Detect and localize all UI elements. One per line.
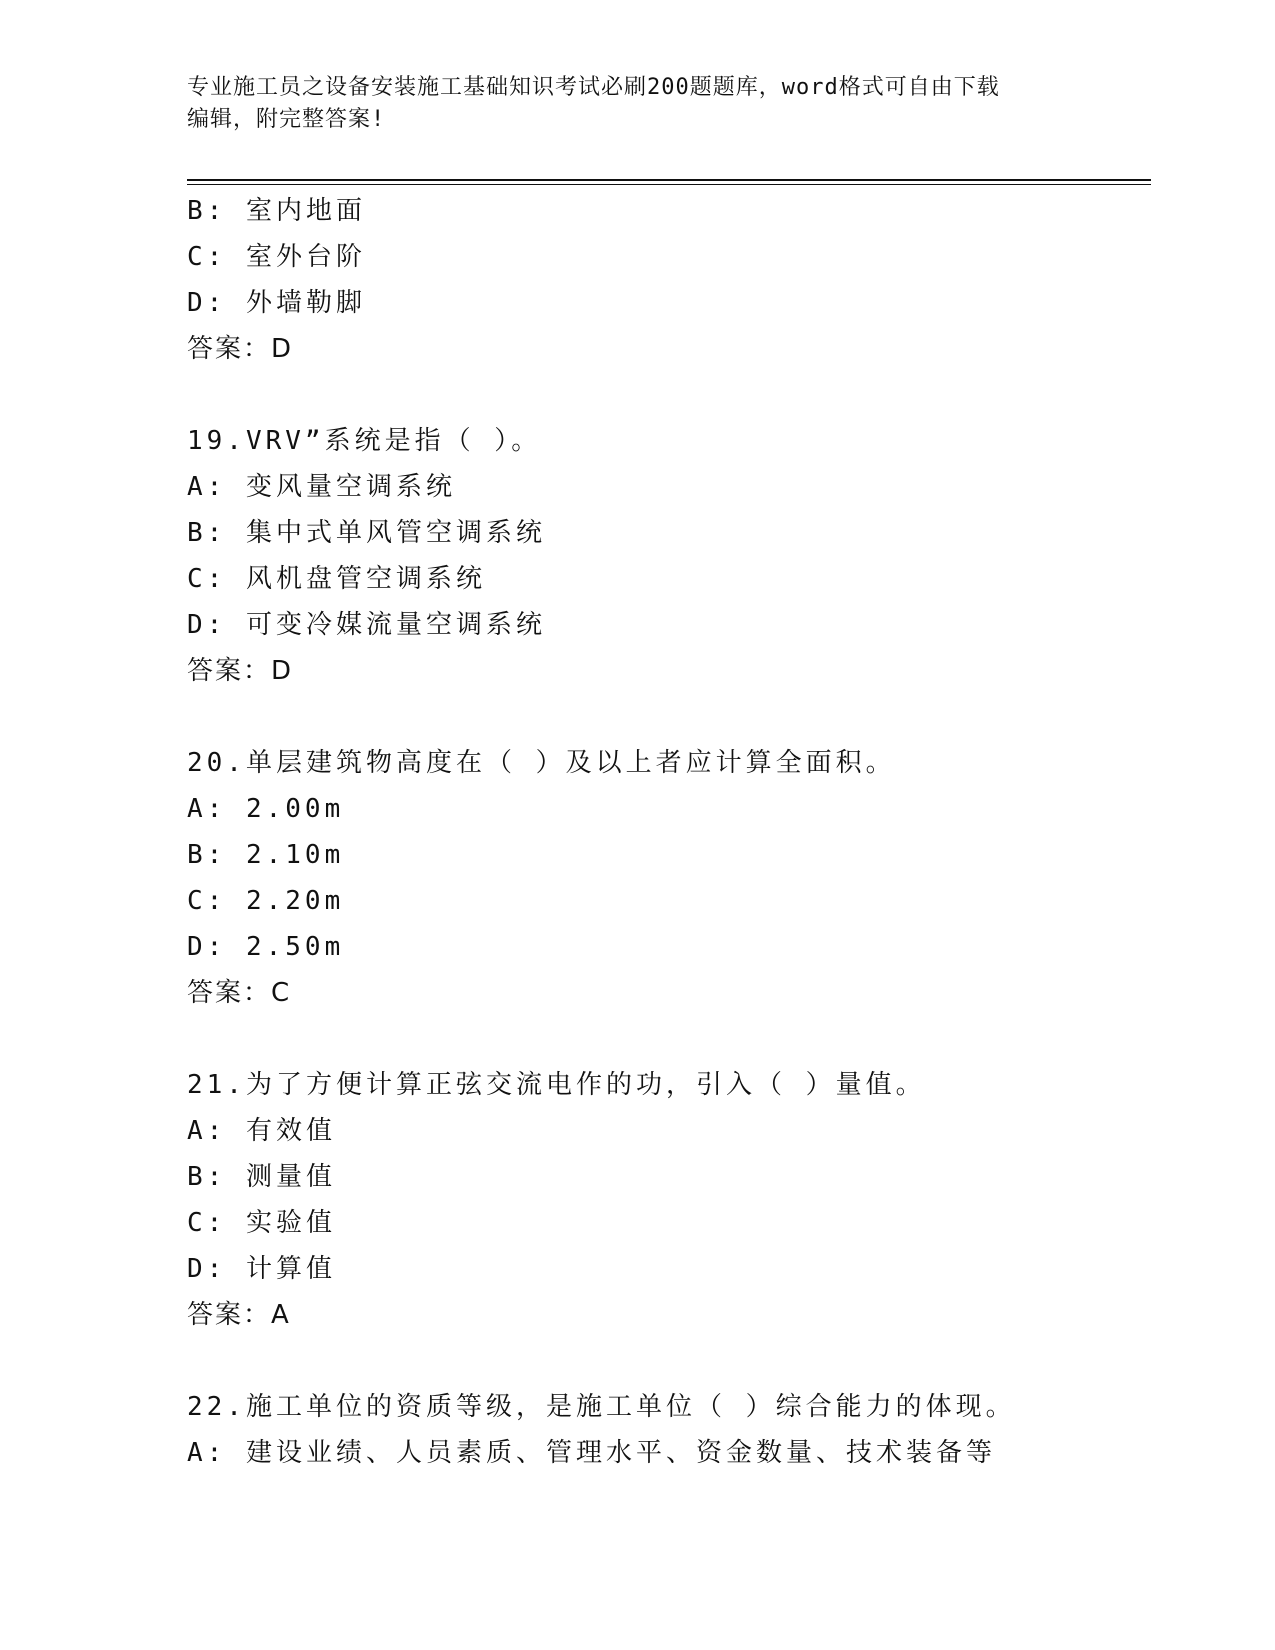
option-b: B: 测量值 (187, 1162, 336, 1192)
question-spacer (187, 372, 1151, 418)
document-header (187, 72, 1067, 136)
option-b: B: 室内地面 (187, 196, 366, 226)
option-c: C: 2.20m (187, 886, 345, 916)
option-d: D: 2.50m (187, 932, 345, 962)
question-20 (187, 740, 1151, 1016)
answer-line: 答案：C (187, 978, 292, 1008)
option-c: C: 实验值 (187, 1208, 336, 1238)
option-c: C: 风机盘管空调系统 (187, 564, 486, 594)
question-18-continued (187, 188, 1151, 372)
question-list (187, 188, 1151, 1476)
question-text: 22.施工单位的资质等级，是施工单位（ ）综合能力的体现。 (187, 1392, 1016, 1422)
question-spacer (187, 694, 1151, 740)
header-title-line-1: 专业施工员之设备安装施工基础知识考试必刷200题题库，word格式可自由下载 (187, 75, 1000, 100)
option-d: D: 计算值 (187, 1254, 336, 1284)
question-spacer (187, 1338, 1151, 1384)
question-19 (187, 418, 1151, 694)
header-divider-thick (187, 179, 1151, 181)
answer-line: 答案：A (187, 1300, 291, 1330)
question-text: 20.单层建筑物高度在（ ）及以上者应计算全面积。 (187, 748, 896, 778)
header-title-line-2: 编辑，附完整答案! (187, 107, 386, 132)
question-spacer (187, 1016, 1151, 1062)
option-a: A: 变风量空调系统 (187, 472, 456, 502)
option-b: B: 2.10m (187, 840, 345, 870)
option-a: A: 建设业绩、人员素质、管理水平、资金数量、技术装备等 (187, 1438, 996, 1468)
option-d: D: 可变冷媒流量空调系统 (187, 610, 546, 640)
question-22 (187, 1384, 1151, 1476)
question-21 (187, 1062, 1151, 1338)
option-d: D: 外墙勒脚 (187, 288, 366, 318)
answer-line: 答案：D (187, 334, 294, 364)
answer-line: 答案：D (187, 656, 294, 686)
header-divider-thin (187, 184, 1151, 185)
option-b: B: 集中式单风管空调系统 (187, 518, 546, 548)
option-c: C: 室外台阶 (187, 242, 366, 272)
question-text: 21.为了方便计算正弦交流电作的功，引入（ ）量值。 (187, 1070, 926, 1100)
option-a: A: 有效值 (187, 1116, 336, 1146)
question-text: 19.VRV”系统是指（ ）。 (187, 426, 542, 456)
option-a: A: 2.00m (187, 794, 345, 824)
